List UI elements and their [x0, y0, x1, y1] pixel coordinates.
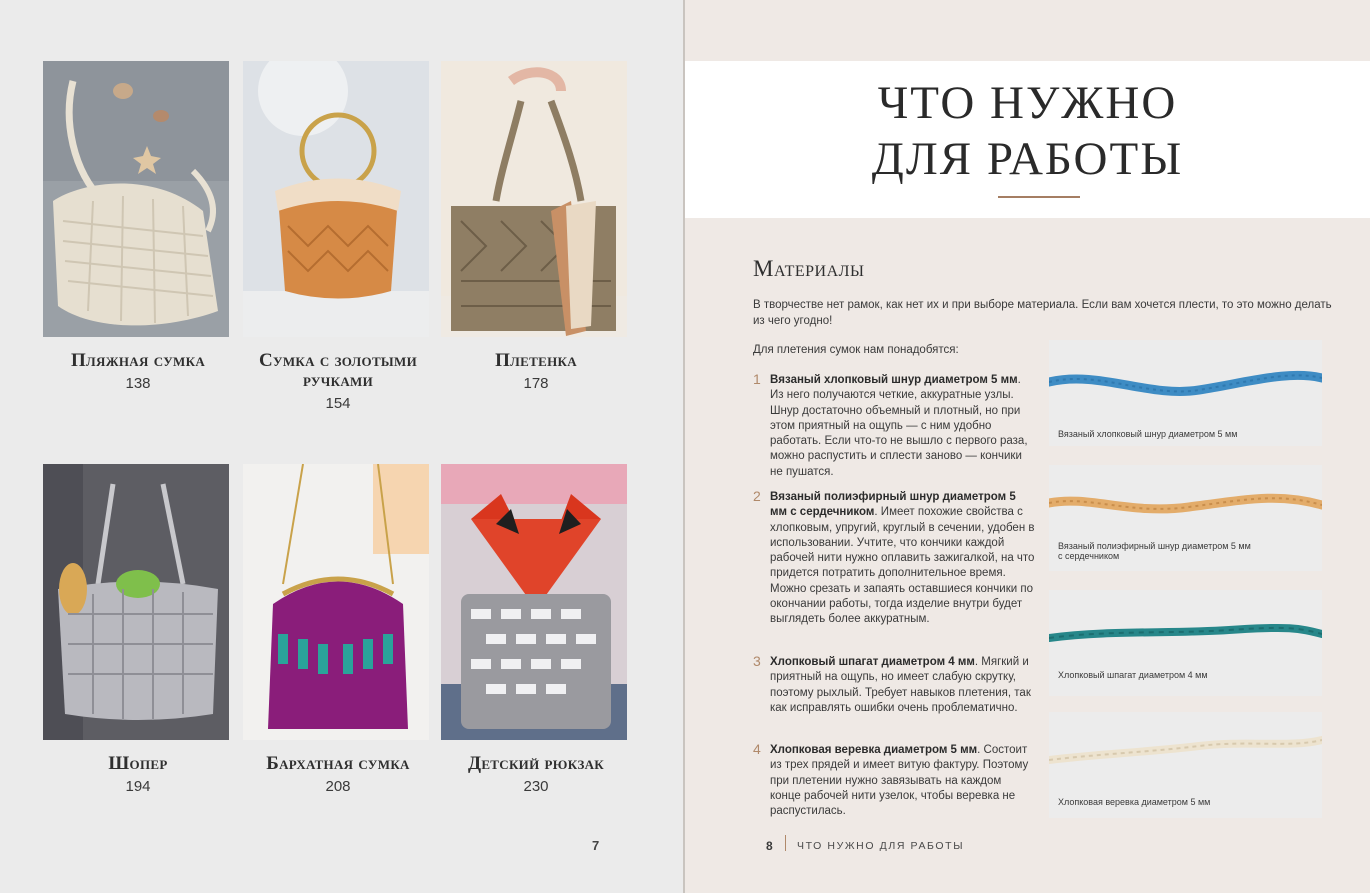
footer-divider — [785, 835, 786, 851]
swatch-cotton-twine — [1049, 590, 1322, 696]
swatch-cotton-cord — [1049, 340, 1322, 446]
beach-bag-photo — [43, 61, 229, 337]
project-card-kids-backpack[interactable] — [441, 464, 631, 795]
material-name: Хлопковый шпагат диаметром 4 мм — [770, 656, 975, 668]
intro-paragraph: В творчестве нет рамок, как нет их и при выборе материала. Если вам хочется плести, то это можно делать из чего угодно! — [753, 299, 1332, 327]
list-lead: Для плетения сумок нам понадобятся: — [753, 344, 959, 356]
material-description: . Мягкий и приятный на ощупь, но имеет слабую скрутку, поэтому рыхлый. Требует навыков плетения, так как исправлять ошибки очень проблематично. — [770, 656, 1031, 714]
page-number: 8 — [766, 839, 773, 853]
kids-backpack-photo — [441, 464, 627, 740]
project-card-pletenka[interactable] — [441, 61, 631, 392]
title-band — [685, 61, 1370, 218]
right-page — [685, 0, 1370, 893]
card-title: Бархатная сумка — [266, 753, 410, 774]
swatch-cotton-rope — [1049, 712, 1322, 818]
cord-sample-image — [1049, 590, 1322, 696]
card-title: Шопер — [108, 753, 168, 774]
page-number: 7 — [592, 838, 600, 853]
card-page-number: 208 — [325, 778, 351, 795]
card-title: Детский рюкзак — [467, 753, 605, 774]
material-description: . Состоит из трех прядей и имеет витую фактуру. Поэтому при плетении нужно завязывать на каждом конце рабочей нити узелок, чтобы веревка не распустилась. — [770, 744, 1029, 818]
material-name: Вязаный полиэфирный шнур диаметром 5 мм с сердечником — [770, 491, 1016, 519]
material-number: 2 — [753, 488, 761, 504]
title-divider — [998, 196, 1080, 198]
page-title-line-1: ЧТО НУЖНО — [877, 77, 1178, 129]
material-number: 3 — [753, 653, 761, 669]
swatch-label: Хлопковая веревка диаметром 5 мм — [1058, 797, 1211, 807]
running-footer: ЧТО НУЖНО ДЛЯ РАБОТЫ — [797, 840, 965, 852]
project-card-shopper[interactable] — [43, 464, 233, 795]
material-number: 4 — [753, 741, 761, 757]
card-title: Плетенка — [495, 350, 577, 371]
card-page-number: 178 — [523, 375, 549, 392]
page-title — [685, 75, 1370, 187]
project-card-golden-handles-bag[interactable] — [243, 61, 433, 412]
shopper-photo — [43, 464, 229, 740]
project-card-velvet-bag[interactable] — [243, 464, 433, 795]
material-item-3 — [753, 655, 1035, 716]
card-page-number: 154 — [325, 395, 351, 412]
swatch-label: Хлопковый шпагат диаметром 4 мм — [1058, 670, 1208, 680]
swatch-label: Вязаный хлопковый шнур диаметром 5 мм — [1058, 429, 1238, 439]
material-description: . Из него получаются четкие, аккуратные узлы. Шнур достаточно объемный и плотный, но при этом приятный на ощупь — с ним удобно работать. Если что-то не вышло с первого раза, можно распустить и сплести заново — кончики не пушатся. — [770, 374, 1028, 478]
swatch-label: Вязаный полиэфирный шнур диаметром 5 мм с сердечником — [1058, 541, 1251, 561]
material-item-2 — [753, 490, 1035, 628]
material-item-1 — [753, 373, 1035, 480]
card-page-number: 194 — [125, 778, 151, 795]
swatch-polyester-cord — [1049, 465, 1322, 571]
material-number: 1 — [753, 371, 761, 387]
golden-handles-bag-photo — [243, 61, 429, 337]
page-title-line-2: ДЛЯ РАБОТЫ — [871, 133, 1184, 185]
material-name: Хлопковая веревка диаметром 5 мм — [770, 744, 978, 756]
velvet-bag-photo — [243, 464, 429, 740]
pletenka-photo — [441, 61, 627, 337]
section-heading: Материалы — [753, 256, 865, 281]
card-title: Сумка с золотыми ручками — [259, 350, 417, 391]
material-description: . Имеет похожие свойства с хлопковым, упругий, круглый в сечении, удобен в использовании. Учтите, что кончики каждой рабочей нити нужно оплавить зажигалкой, на что придется потратить дополнительное время. Можно срезать и запаять оставшиеся кончики по окончании работы, тогда изделие внутри будет выглядеть более аккуратным. — [770, 506, 1035, 626]
material-name: Вязаный хлопковый шнур диаметром 5 мм — [770, 374, 1018, 386]
card-page-number: 138 — [125, 375, 151, 392]
project-card-beach-bag[interactable] — [43, 61, 233, 392]
material-item-4 — [753, 743, 1035, 819]
card-page-number: 230 — [523, 778, 549, 795]
card-title: Пляжная сумка — [70, 350, 206, 371]
left-page — [0, 0, 683, 893]
